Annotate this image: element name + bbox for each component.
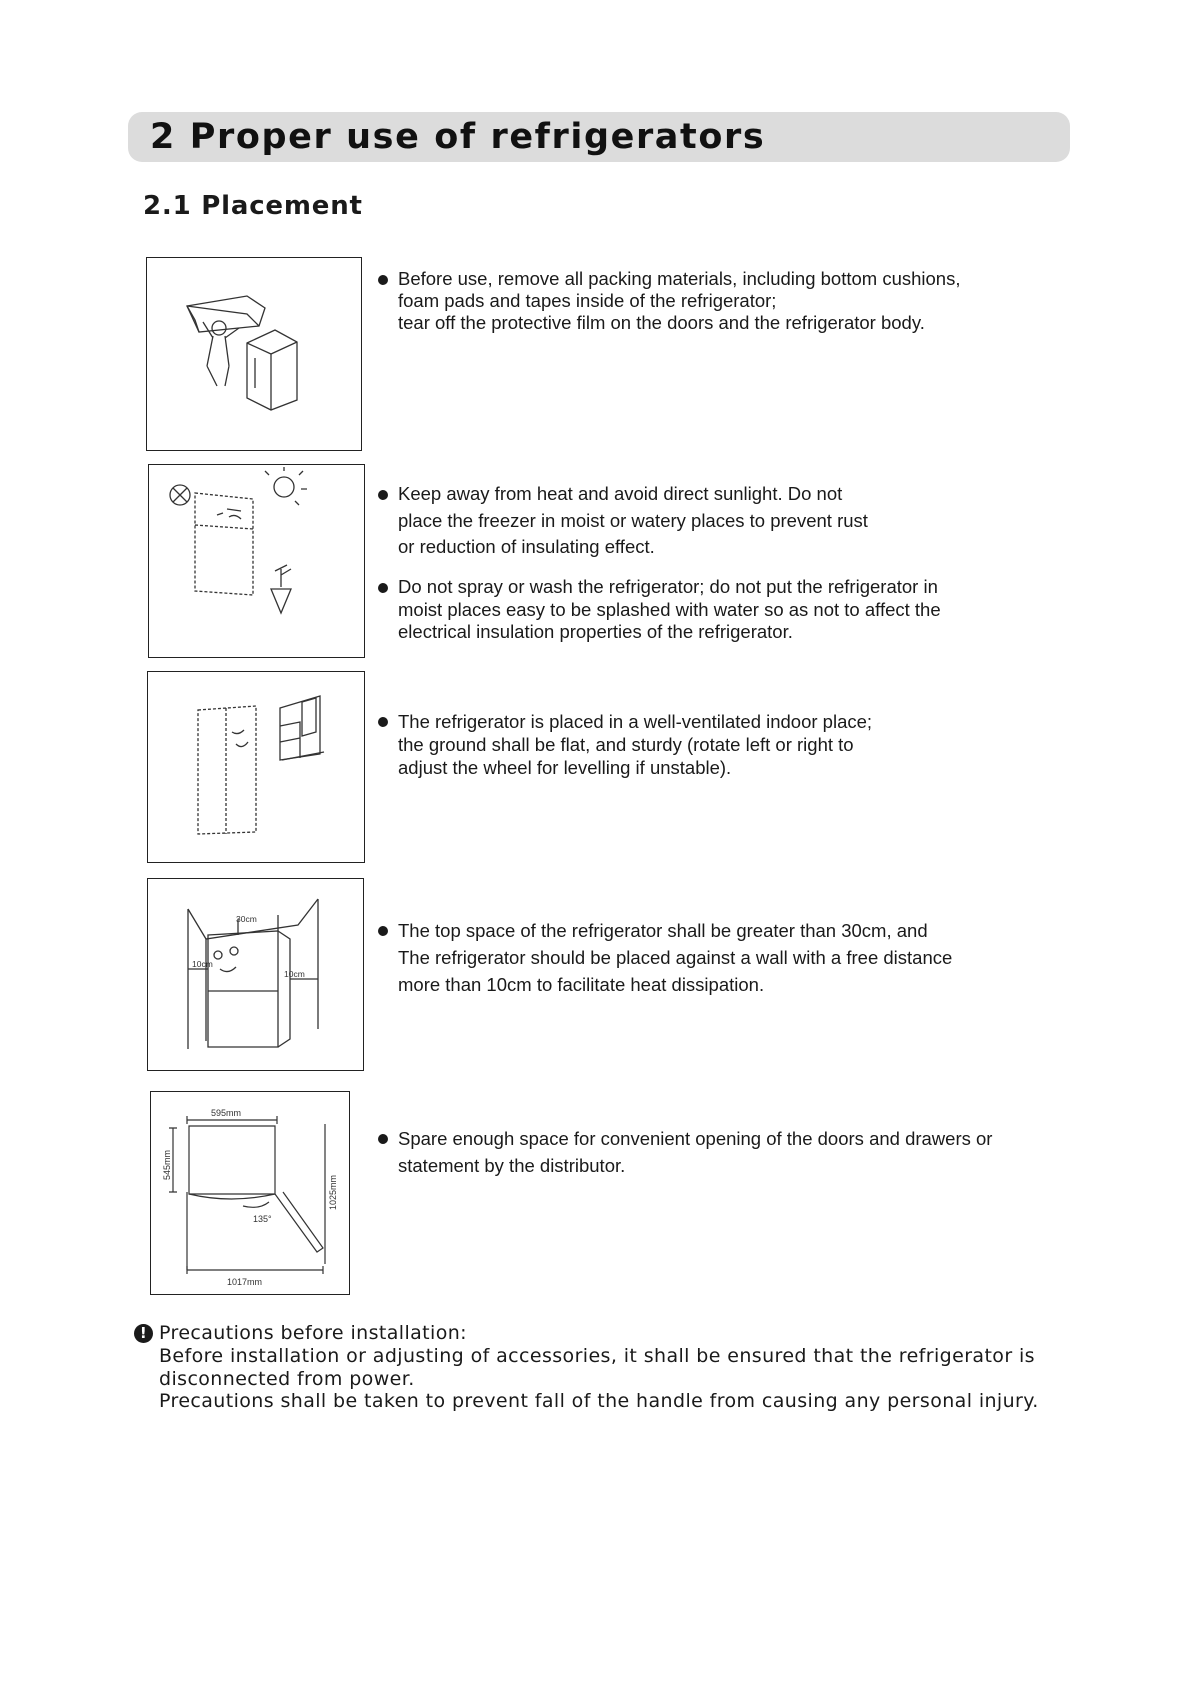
bullet-item — [378, 1125, 992, 1179]
clearance-illustration — [147, 878, 364, 1071]
dimension-illustration — [150, 1091, 350, 1295]
bullet-dot-icon — [378, 490, 388, 500]
exclamation-icon: ! — [134, 1324, 153, 1343]
bullet-item — [378, 268, 960, 334]
precautions-note — [134, 1322, 1039, 1413]
page-title: 2 Proper use of refrigerators — [150, 117, 766, 157]
label-30cm: 30cm — [236, 914, 257, 924]
precaution-line: disconnected from power. — [159, 1367, 415, 1390]
label-595mm: 595mm — [211, 1108, 242, 1118]
bullet-item — [378, 481, 868, 561]
bullet-dot-icon — [378, 583, 388, 593]
section-title: 2.1 Placement — [143, 191, 363, 221]
label-10cm-left: 10cm — [192, 959, 213, 969]
unpacking-illustration — [146, 257, 362, 451]
precaution-line: Precautions shall be taken to prevent fall of the handle from causing any personal injury. — [159, 1390, 1039, 1413]
label-545mm: 545mm — [162, 1149, 172, 1180]
bullet-item — [378, 576, 941, 644]
precaution-line: Before installation or adjusting of accessories, it shall be ensured that the refrigerator is — [159, 1344, 1035, 1367]
bullet-dot-icon — [378, 275, 388, 285]
bullet-text: Spare enough space for convenient opening of the doors and drawers or statement by the distributor. — [398, 1128, 993, 1176]
bullet-dot-icon — [378, 926, 388, 936]
bullet-item — [378, 917, 952, 998]
heat-sunlight-illustration — [148, 464, 365, 658]
bullet-dot-icon — [378, 717, 388, 727]
label-1025mm: 1025mm — [328, 1174, 338, 1210]
bullet-item — [378, 710, 872, 779]
label-135-degree: 135° — [253, 1214, 272, 1224]
label-10cm-right: 10cm — [284, 969, 305, 979]
bullet-text: Keep away from heat and avoid direct sunlight. Do not place the freezer in moist or watery places to prevent rust or reduction of insulating effect. — [398, 483, 868, 557]
bullet-text: Before use, remove all packing materials, including bottom cushions, foam pads and tapes inside of the refrigerator; tear off the protective film on the doors and the refrigerator body. — [398, 268, 961, 333]
ventilation-illustration — [147, 671, 365, 863]
label-1017mm: 1017mm — [227, 1277, 263, 1287]
precaution-heading: Precautions before installation: — [159, 1322, 467, 1344]
bullet-text: The top space of the refrigerator shall be greater than 30cm, and The refrigerator should be placed against a wall with a free distance more than 10cm to facilitate heat dissipation. — [398, 920, 953, 995]
bullet-text: The refrigerator is placed in a well-ventilated indoor place; the ground shall be flat, and sturdy (rotate left or right to adjust the wheel for levelling if unstable). — [398, 711, 873, 778]
bullet-dot-icon — [378, 1134, 388, 1144]
bullet-text: Do not spray or wash the refrigerator; do not put the refrigerator in moist places easy to be splashed with water so as not to affect the electrical insulation properties of the refrigerator. — [398, 576, 941, 642]
